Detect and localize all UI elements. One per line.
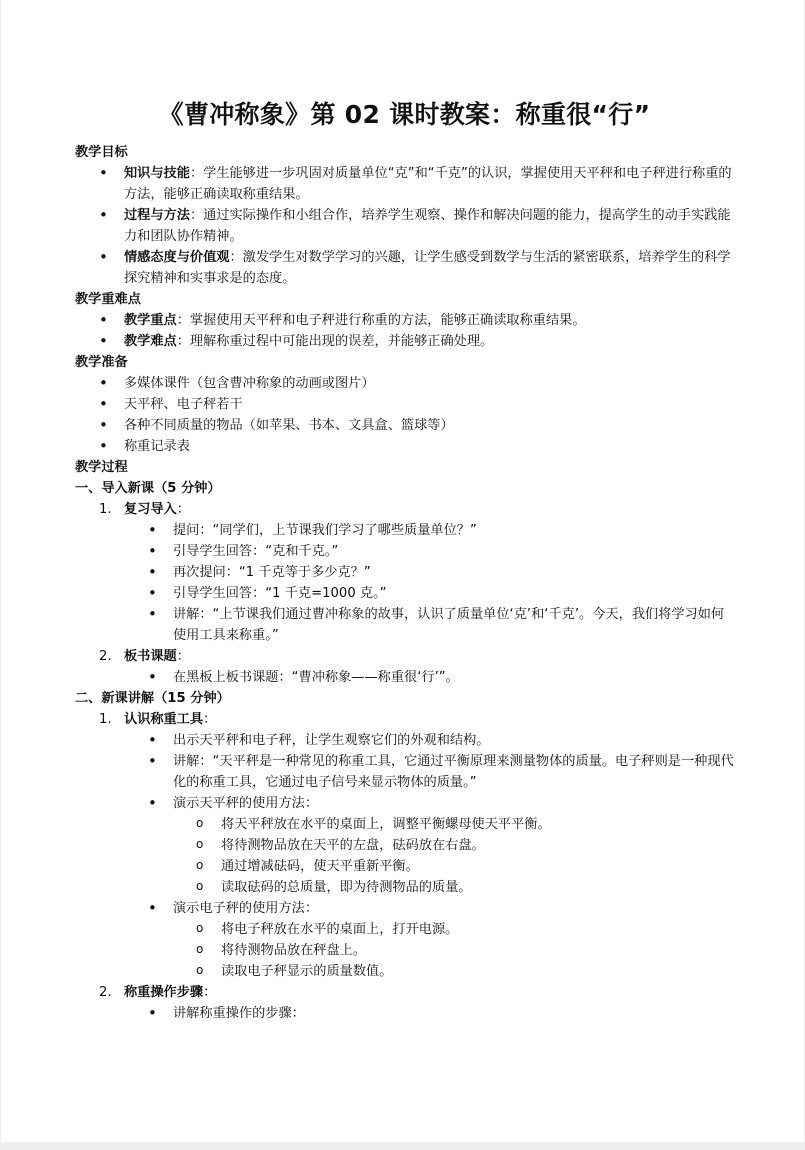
list-item: o 将待测物品放在天平的左盘，砝码放在右盘。: [173, 835, 734, 856]
list-item: • 讲解称重操作的步骤：: [124, 1003, 734, 1024]
list-item: o 读取砝码的总质量，即为待测物品的质量。: [173, 877, 734, 898]
section-heading-process: 教学过程: [75, 460, 128, 475]
section-heading-objectives: 教学目标: [75, 145, 128, 160]
list-item: • 称重记录表: [75, 436, 734, 457]
list-item: • 情感态度与价值观：激发学生对数学学习的兴趣，让学生感受到数学与生活的紧密联系，培养学生的科学探究精神和实事求是的态度。: [75, 247, 734, 289]
list-item: • 多媒体课件（包含曹冲称象的动画或图片）: [75, 373, 734, 394]
section-heading-prep: 教学准备: [75, 355, 128, 370]
step-item: 1. 认识称重工具： • 出示天平秤和电子秤，让学生观察它们的外观和结构。 • 讲解：“天平秤是一种常见的称重工具，它通过平衡原理来测量物体的质量。电子秤则是一种现代化的称重工具，它通过电子信号来显示物体的质量。” • 演示天平秤的使用方法： o 将天平秤放在水平的桌面上，调整平衡螺母使天平平衡。 o 将待测物品放在天平的左盘，砝码放在右盘。 o 通过增减砝码，使天平重新平衡。 o 读取砝码的总质量，即为待测物品的质量。 • 演示电子秤的使用方法： o 将电子秤放在水平的桌面上，打开电源。 o 将待测物品放在秤盘上。 o 读取电子秤显示的质量数值。: [75, 709, 734, 982]
page-title: 《曹冲称象》第 02 课时教案：称重很“行”: [158, 100, 651, 129]
new-lesson-steps: [75, 709, 734, 1024]
list-item: o 将待测物品放在秤盘上。: [173, 940, 734, 961]
list-item: • 过程与方法：通过实际操作和小组合作，培养学生观察、操作和解决问题的能力，提高学生的动手实践能力和团队协作精神。: [75, 205, 734, 247]
list-item: • 各种不同质量的物品（如苹果、书本、文具盒、篮球等）: [75, 415, 734, 436]
list-item: • 天平秤、电子秤若干: [75, 394, 734, 415]
list-item: • 出示天平秤和电子秤，让学生观察它们的外观和结构。: [124, 730, 734, 751]
step-item: 2. 板书课题： • 在黑板上板书课题：“曹冲称象——称重很‘行’”。: [75, 646, 734, 688]
sub-list: [124, 730, 734, 982]
part-heading-intro: 一、导入新课（5 分钟）: [75, 481, 221, 496]
list-item: • 讲解：“上节课我们通过曹冲称象的故事，认识了质量单位‘克’和‘千克’。今天，我们将学习如何使用工具来称重。”: [124, 604, 734, 646]
list-item: • 讲解：“天平秤是一种常见的称重工具，它通过平衡原理来测量物体的质量。电子秤则是一种现代化的称重工具，它通过电子信号来显示物体的质量。”: [124, 751, 734, 793]
section-heading-keypoints: 教学重难点: [75, 292, 141, 307]
list-item: • 演示天平秤的使用方法： o 将天平秤放在水平的桌面上，调整平衡螺母使天平平衡。 o 将待测物品放在天平的左盘，砝码放在右盘。 o 通过增减砝码，使天平重新平衡。 o 读取砝码的总质量，即为待测物品的质量。: [124, 793, 734, 898]
sub-list: [124, 667, 734, 688]
step-item: 2. 称重操作步骤： • 讲解称重操作的步骤：: [75, 982, 734, 1024]
list-item: • 再次提问：“1 千克等于多少克？”: [124, 562, 734, 583]
list-item: • 引导学生回答：“1 千克=1000 克。”: [124, 583, 734, 604]
list-item: • 演示电子秤的使用方法： o 将电子秤放在水平的桌面上，打开电源。 o 将待测物品放在秤盘上。 o 读取电子秤显示的质量数值。: [124, 898, 734, 982]
intro-steps: [75, 499, 734, 688]
objectives-list: [75, 163, 734, 289]
step-item: 1. 复习导入： • 提问：“同学们，上节课我们学习了哪些质量单位？” • 引导学生回答：“克和千克。” • 再次提问：“1 千克等于多少克？” • 引导学生回答：“1 千克=1000 克。” • 讲解：“上节课我们通过曹冲称象的故事，认识了质量单位‘克’和‘千克’。今天，我们将学习如何使用工具来称重。”: [75, 499, 734, 646]
scale-steps: [173, 919, 734, 982]
balance-steps: [173, 814, 734, 898]
sub-list: [124, 1003, 734, 1024]
part-heading-new-lesson: 二、新课讲解（15 分钟）: [75, 691, 230, 706]
list-item: o 将天平秤放在水平的桌面上，调整平衡螺母使天平平衡。: [173, 814, 734, 835]
list-item: • 在黑板上板书课题：“曹冲称象——称重很‘行’”。: [124, 667, 734, 688]
list-item: • 教学难点：理解称重过程中可能出现的误差，并能够正确处理。: [75, 331, 734, 352]
list-item: • 引导学生回答：“克和千克。”: [124, 541, 734, 562]
list-item: o 读取电子秤显示的质量数值。: [173, 961, 734, 982]
list-item: • 提问：“同学们，上节课我们学习了哪些质量单位？”: [124, 520, 734, 541]
list-item: o 将电子秤放在水平的桌面上，打开电源。: [173, 919, 734, 940]
prep-list: [75, 373, 734, 457]
keypoints-list: [75, 310, 734, 352]
document-page: [1, 0, 804, 1142]
list-item: • 教学重点：掌握使用天平秤和电子秤进行称重的方法，能够正确读取称重结果。: [75, 310, 734, 331]
list-item: • 知识与技能：学生能够进一步巩固对质量单位“克”和“千克”的认识，掌握使用天平秤和电子秤进行称重的方法，能够正确读取称重结果。: [75, 163, 734, 205]
list-item: o 通过增减砝码，使天平重新平衡。: [173, 856, 734, 877]
sub-list: [124, 520, 734, 646]
